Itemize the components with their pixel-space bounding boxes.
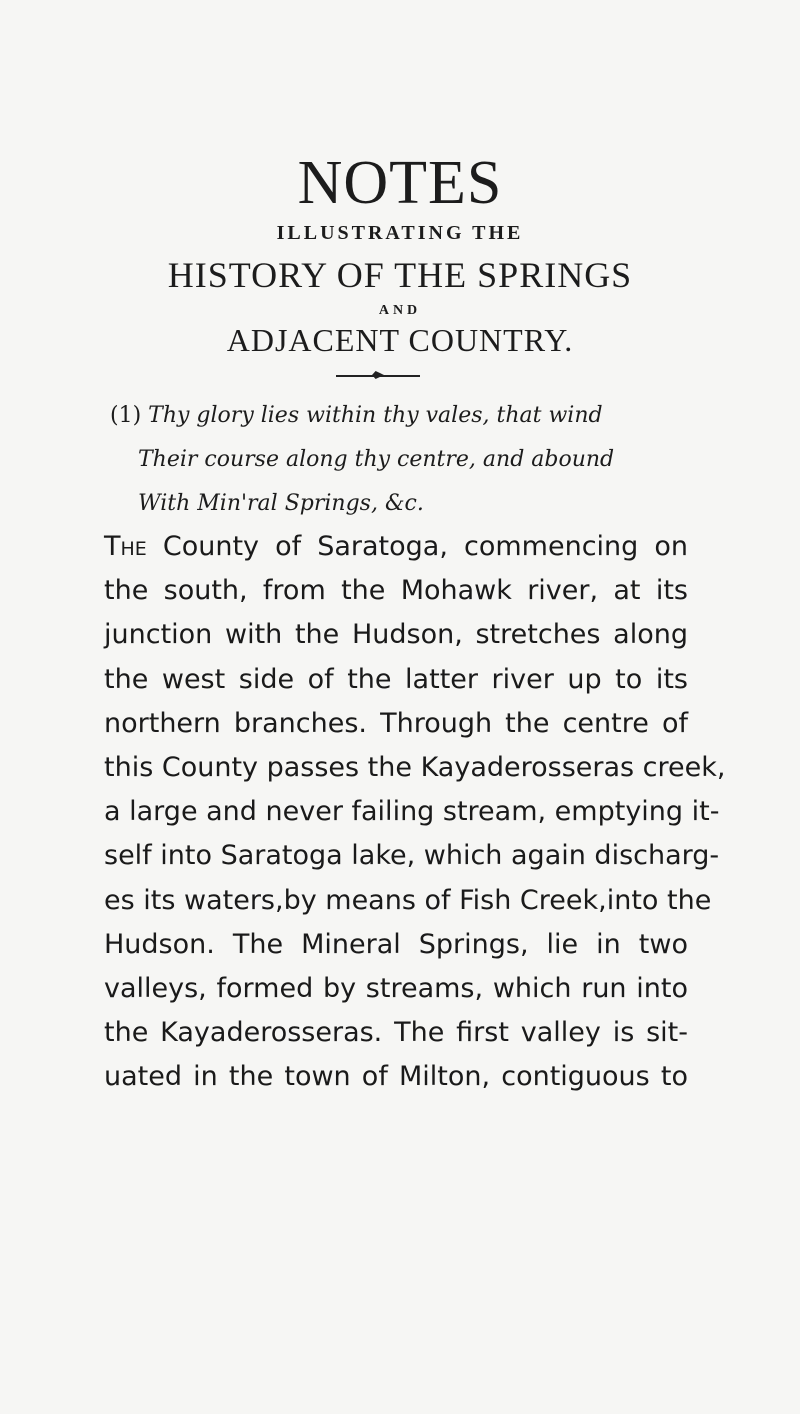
verse-line: Their course along thy centre, and abound — [138, 447, 615, 472]
rule-ornament-icon — [372, 371, 384, 379]
verse-line: With Min'ral Springs, &c. — [138, 491, 424, 516]
body-line: northern branches. Through the centre of — [104, 707, 688, 739]
body-line: Hudson. The Mineral Springs, lie in two — [104, 928, 688, 960]
note-number: (1) — [110, 403, 142, 428]
body-line: a large and never failing stream, emptying it- — [104, 796, 720, 828]
lead-word: The — [104, 531, 147, 562]
body-line-text: County of Saratoga, commencing on — [146, 531, 688, 562]
body-line: the Kayaderosseras. The first valley is sit- — [104, 1017, 688, 1049]
heading-line-1: HISTORY OF THE SPRINGS — [167, 255, 633, 295]
body-line: the west side of the latter river up to its — [104, 663, 688, 695]
body-line: es its waters,by means of Fish Creek,into the — [104, 884, 712, 916]
page-title: NOTES — [297, 149, 503, 217]
heading-conjunction: AND — [378, 303, 422, 318]
body-line: junction with the Hudson, stretches along — [104, 619, 688, 651]
verse-quotation — [110, 394, 690, 526]
verse-line-text: Thy glory lies within thy vales, that wind — [148, 403, 603, 428]
body-line: valleys, formed by streams, which run into — [104, 973, 688, 1005]
body-line: uated in the town of Milton, contiguous to — [104, 1061, 688, 1093]
body-line: the south, from the Mohawk river, at its — [104, 575, 688, 607]
subtitle: ILLUSTRATING THE — [276, 222, 524, 244]
heading-line-2: ADJACENT COUNTRY. — [226, 322, 574, 358]
verse-line — [110, 394, 690, 438]
body-line: self into Saratoga lake, which again discharg- — [104, 840, 720, 872]
body-paragraph — [104, 525, 726, 1100]
ornamental-rule — [336, 370, 420, 380]
body-line — [104, 525, 688, 569]
body-line: this County passes the Kayaderosseras creek, — [104, 752, 726, 784]
